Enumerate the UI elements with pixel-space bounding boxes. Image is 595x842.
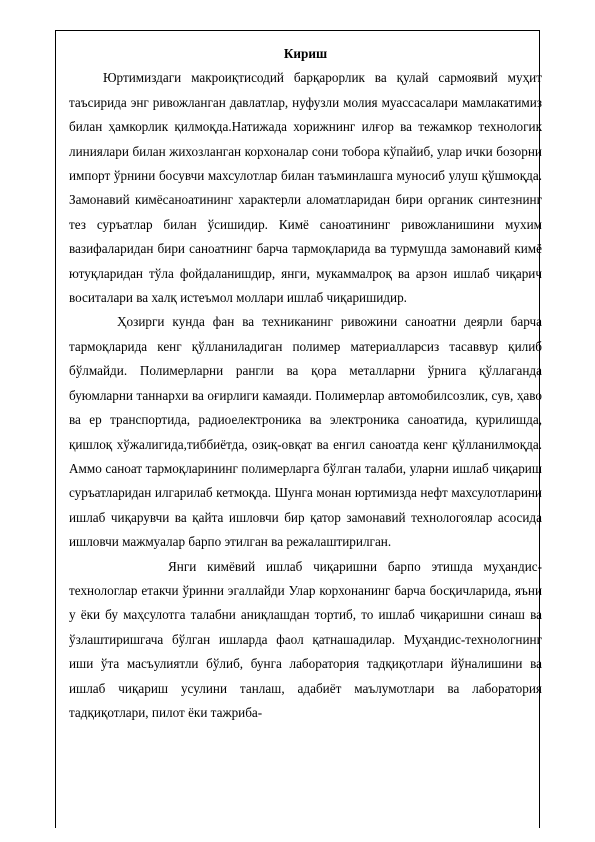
document-body [69,42,542,725]
section-title: Кириш [283,46,328,61]
paragraph-2: Ҳозирги кунда фан ва техниканинг ривожини саноатни деярли барча тармоқларида кенг қўлланиладиган полимер материалларсиз тасаввур қилиб бўлмайди. Полимерларни рангли ва қора металларни ўрнига қўллаганда буюмларни таннархи ва оғирлиги камаяди. Полимерлар автомобилсозлик, сув, ҳаво ва ер транспортида, радиоелектроника ва электроника саноатида, қурилишда, қишлоқ хўжалигида,тиббиётда, озиқ-овқат ва енгил саноатда кенг қўлланилмоқда. Аммо саноат тармоқларининг полимерларга бўлган талаби, уларни ишлаб чиқариш суръатларидан илгарилаб кетмоқда. Шунга монан юртимизда нефт махсулотларини ишлаб чиқарувчи ва қайта ишловчи бир қатор замонавий технологоялар асосида ишловчи мажмуалар барпо этилган ва режалаштирилган. [69,314,542,550]
paragraph-3: Янги кимёвий ишлаб чиқаришни барпо этишда муҳандис-технологлар етакчи ўринни эгаллайди Улар корхонанинг барча босқичларида, яъни у ёки бу маҳсулотга талабни аниқлашдан тортиб, то ишлаб чиқаришни синаш ва ўзлаштиришгача бўлган ишларда фаол қатнашадилар. Муҳандис-технологнинг иши ўта масъулиятли бўлиб, бунга лаборатория тадқиқотлари йўналишини ва ишлаб чиқариш усулини танлаш, адабиёт маълумотлари ва лаборатория тадқиқотлари, пилот ёки тажриба- [69,558,542,720]
paragraph-1: Юртимиздаги макроиқтисодий барқарорлик ва қулай сармоявий муҳит таъсирида энг ривожланган давлатлар, нуфузли молия муассасалари мамлакатимиз билан ҳамкорлик қилмоқда.Натижада хорижнинг илғор ва тежамкор технологик линиялари билан жихозланган корхоналар сони тобора кўпайиб, улар ички бозорни импорт ўрнини босувчи махсулотлар билан таъминлашга муносиб улуш қўшмоқда. Замонавий кимёсаноатининг характерли аломатларидан бири органик синтезнинг тез суръатлар билан ўсишидир. Кимё саноатининг ривожланишини мухим вазифаларидан бири саноатнинг барча тармоқларида ва турмушда замонавий кимё ютуқларидан тўла фойдаланишдир, янги, мукаммалроқ ва арзон ишлаб чиқарич воситалари ва халқ истеъмол моллари ишлаб чиқаришидир. [69,70,542,306]
